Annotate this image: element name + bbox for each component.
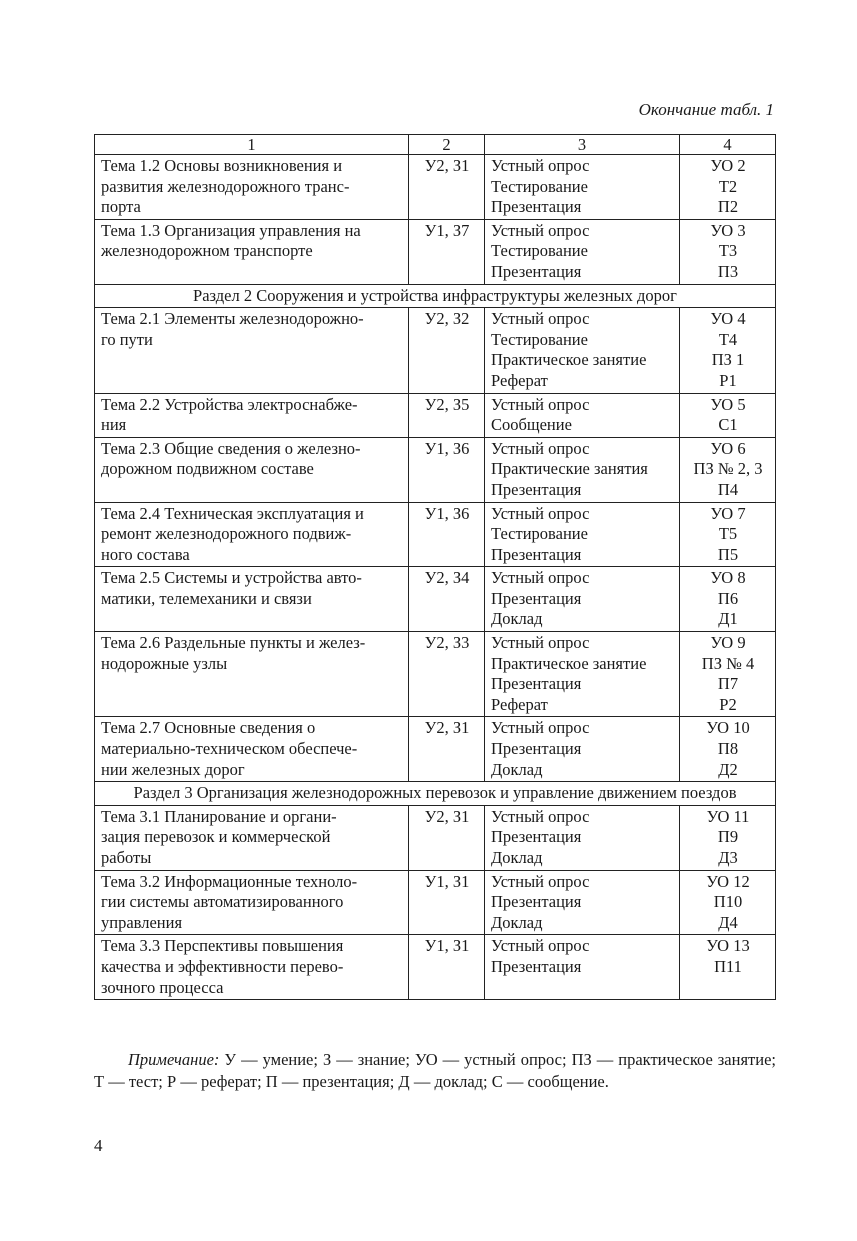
topic-line: качества и эффективности перево- — [101, 956, 344, 976]
topic-line: Тема 2.5 Системы и устройства авто- — [101, 568, 362, 588]
table-header — [95, 135, 776, 155]
table-row — [95, 155, 776, 220]
assessment-table — [94, 134, 776, 1000]
form-item: Презентация — [491, 261, 582, 281]
code-item: УО 13 — [706, 936, 750, 956]
note-text: У — умение; З — знание; УО — устный опрос; ПЗ — практическое занятие; Т — тест; Р — реферат; П — презентация; Д — доклад; С — сообщение. — [94, 1050, 776, 1091]
codes-cell — [680, 935, 776, 1000]
forms-cell — [485, 393, 680, 437]
codes-cell — [680, 805, 776, 870]
skills-cell: У1, З1 — [409, 935, 485, 1000]
forms-cell — [485, 632, 680, 717]
table-row — [95, 502, 776, 567]
form-item: Тестирование — [491, 329, 588, 349]
page-number: 4 — [94, 1136, 103, 1155]
code-item: Д3 — [718, 848, 738, 867]
topic-line: Тема 3.3 Перспективы повышения — [101, 936, 344, 956]
topic-line: работы — [101, 848, 152, 867]
form-item: Тестирование — [491, 241, 588, 261]
skills-cell: У1, З7 — [409, 219, 485, 284]
code-item: УО 9 — [710, 633, 746, 653]
code-item: Д4 — [718, 912, 738, 932]
form-item: Презентация — [491, 197, 582, 217]
code-item: П3 — [717, 261, 739, 281]
skills-cell: У2, З3 — [409, 632, 485, 717]
codes-cell — [680, 717, 776, 782]
code-item: П11 — [714, 956, 742, 976]
codes-cell — [680, 632, 776, 717]
header-col-3: 3 — [485, 135, 680, 155]
forms-cell — [485, 935, 680, 1000]
table-body — [95, 155, 776, 1000]
form-item: Презентация — [491, 892, 582, 912]
form-item: Устный опрос — [491, 220, 590, 240]
code-item: Р2 — [719, 694, 737, 714]
form-item: Тестирование — [491, 524, 588, 544]
topic-line: ремонт железнодорожного подвиж- — [101, 524, 352, 544]
section-title: Раздел 3 Организация железнодорожных перевозок и управление движением поездов — [95, 782, 776, 806]
code-item: П9 — [717, 827, 739, 847]
topic-cell — [95, 935, 409, 1000]
codes-cell — [680, 219, 776, 284]
code-item: П5 — [717, 544, 739, 564]
codes-cell — [680, 308, 776, 393]
topic-line: железнодорожном транспорте — [101, 241, 313, 261]
code-item: П2 — [717, 197, 739, 217]
form-item: Доклад — [491, 609, 543, 629]
table-row — [95, 805, 776, 870]
topic-line: матики, телемеханики и связи — [101, 588, 312, 608]
topic-line: Тема 2.2 Устройства электроснабже- — [101, 394, 358, 414]
code-item: Р1 — [719, 370, 737, 390]
skills-cell: У1, З1 — [409, 870, 485, 935]
skills-cell: У2, З1 — [409, 717, 485, 782]
topic-line: материально-техническом обеспече- — [101, 739, 358, 759]
table-row — [95, 437, 776, 502]
table-note — [94, 1049, 776, 1093]
topic-cell — [95, 717, 409, 782]
code-item: УО 7 — [710, 503, 746, 523]
table-row — [95, 567, 776, 632]
section-row — [95, 782, 776, 806]
table-row — [95, 717, 776, 782]
code-item: ПЗ № 4 — [701, 653, 755, 673]
form-item: Устный опрос — [491, 438, 590, 458]
form-item: Устный опрос — [491, 394, 590, 414]
table-row — [95, 935, 776, 1000]
header-col-2: 2 — [409, 135, 485, 155]
forms-cell — [485, 502, 680, 567]
topic-cell — [95, 219, 409, 284]
topic-cell — [95, 502, 409, 567]
topic-line: зочного процесса — [101, 977, 224, 997]
forms-cell — [485, 567, 680, 632]
topic-line: дорожном подвижном составе — [101, 459, 314, 479]
code-item: П6 — [717, 588, 739, 608]
topic-line: Тема 2.3 Общие сведения о железно- — [101, 438, 361, 458]
code-item: УО 4 — [710, 309, 746, 329]
skills-cell: У2, З4 — [409, 567, 485, 632]
form-item: Презентация — [491, 827, 582, 847]
codes-cell — [680, 870, 776, 935]
form-item: Устный опрос — [491, 871, 590, 891]
code-item: ПЗ 1 — [711, 350, 745, 370]
codes-cell — [680, 437, 776, 502]
topic-cell — [95, 155, 409, 220]
note-label: Примечание: — [128, 1050, 220, 1069]
code-item: УО 6 — [710, 438, 746, 458]
topic-cell — [95, 805, 409, 870]
section-row — [95, 284, 776, 308]
topic-line: Тема 1.2 Основы возникновения и — [101, 156, 343, 175]
skills-cell: У2, З5 — [409, 393, 485, 437]
table-row — [95, 393, 776, 437]
form-item: Практическое занятие — [491, 350, 647, 370]
form-item: Тестирование — [491, 176, 588, 196]
code-item: УО 3 — [710, 220, 746, 240]
code-item: Д2 — [718, 759, 738, 779]
topic-line: Тема 2.1 Элементы железнодорожно- — [101, 309, 364, 329]
code-item: Д1 — [718, 609, 738, 629]
topic-line: Тема 1.3 Организация управления на — [101, 220, 361, 240]
topic-line: нии железных дорог — [101, 759, 245, 779]
codes-cell — [680, 393, 776, 437]
topic-line: ного состава — [101, 544, 190, 564]
skills-cell: У1, З6 — [409, 437, 485, 502]
topic-line: ния — [101, 415, 127, 435]
form-item: Устный опрос — [491, 806, 590, 826]
topic-line: Тема 2.7 Основные сведения о — [101, 718, 316, 738]
form-item: Доклад — [491, 759, 543, 779]
form-item: Реферат — [491, 370, 548, 390]
form-item: Презентация — [491, 544, 582, 564]
topic-cell — [95, 632, 409, 717]
form-item: Презентация — [491, 479, 582, 499]
topic-line: порта — [101, 197, 141, 217]
code-item: УО 5 — [710, 394, 746, 414]
topic-line: Тема 3.2 Информационные техноло- — [101, 871, 358, 891]
form-item: Презентация — [491, 739, 582, 759]
form-item: Устный опрос — [491, 936, 590, 956]
topic-line: нодорожные узлы — [101, 653, 228, 673]
form-item: Устный опрос — [491, 568, 590, 588]
form-item: Презентация — [491, 588, 582, 608]
table-row — [95, 219, 776, 284]
code-item: Т2 — [718, 176, 738, 196]
code-item: УО 2 — [710, 156, 746, 175]
header-col-1: 1 — [95, 135, 409, 155]
skills-cell: У1, З6 — [409, 502, 485, 567]
form-item: Презентация — [491, 674, 582, 694]
form-item: Реферат — [491, 694, 548, 714]
form-item: Устный опрос — [491, 156, 590, 175]
code-item: П7 — [717, 674, 739, 694]
code-item: УО 12 — [706, 871, 750, 891]
topic-line: Тема 2.6 Раздельные пункты и желез- — [101, 633, 366, 653]
topic-cell — [95, 308, 409, 393]
header-row — [95, 135, 776, 155]
forms-cell — [485, 308, 680, 393]
forms-cell — [485, 155, 680, 220]
code-item: С1 — [718, 415, 738, 435]
skills-cell: У2, З2 — [409, 308, 485, 393]
code-item: П10 — [713, 892, 743, 912]
topic-line: го пути — [101, 329, 153, 349]
forms-cell — [485, 805, 680, 870]
form-item: Доклад — [491, 848, 543, 867]
codes-cell — [680, 567, 776, 632]
form-item: Практическое занятие — [491, 653, 647, 673]
form-item: Практические занятия — [491, 459, 648, 479]
topic-line: развития железнодорожного транс- — [101, 176, 350, 196]
table-caption: Окончание табл. 1 — [638, 100, 774, 119]
topic-line: Тема 2.4 Техническая эксплуатация и — [101, 503, 364, 523]
form-item: Доклад — [491, 912, 543, 932]
header-col-4: 4 — [680, 135, 776, 155]
form-item: Устный опрос — [491, 633, 590, 653]
forms-cell — [485, 219, 680, 284]
forms-cell — [485, 870, 680, 935]
code-item: П8 — [717, 739, 739, 759]
topic-line: гии системы автоматизированного — [101, 892, 344, 912]
code-item: Т4 — [718, 329, 738, 349]
form-item: Устный опрос — [491, 503, 590, 523]
topic-line: Тема 3.1 Планирование и органи- — [101, 806, 337, 826]
form-item: Презентация — [491, 956, 582, 976]
topic-cell — [95, 567, 409, 632]
form-item: Сообщение — [491, 415, 572, 435]
forms-cell — [485, 717, 680, 782]
code-item: Т3 — [718, 241, 738, 261]
form-item: Устный опрос — [491, 718, 590, 738]
code-item: УО 11 — [706, 806, 750, 826]
code-item: УО 10 — [706, 718, 750, 738]
topic-line: управления — [101, 912, 183, 932]
codes-cell — [680, 502, 776, 567]
topic-line: зация перевозок и коммерческой — [101, 827, 331, 847]
topic-cell — [95, 393, 409, 437]
skills-cell: У2, З1 — [409, 155, 485, 220]
table-row — [95, 308, 776, 393]
code-item: УО 8 — [710, 568, 746, 588]
table-row — [95, 870, 776, 935]
form-item: Устный опрос — [491, 309, 590, 329]
section-title: Раздел 2 Сооружения и устройства инфраструктуры железных дорог — [95, 284, 776, 308]
code-item: ПЗ № 2, 3 — [693, 459, 763, 479]
code-item: П4 — [717, 479, 739, 499]
topic-cell — [95, 437, 409, 502]
topic-cell — [95, 870, 409, 935]
table-row — [95, 632, 776, 717]
code-item: Т5 — [718, 524, 738, 544]
forms-cell — [485, 437, 680, 502]
codes-cell — [680, 155, 776, 220]
skills-cell: У2, З1 — [409, 805, 485, 870]
